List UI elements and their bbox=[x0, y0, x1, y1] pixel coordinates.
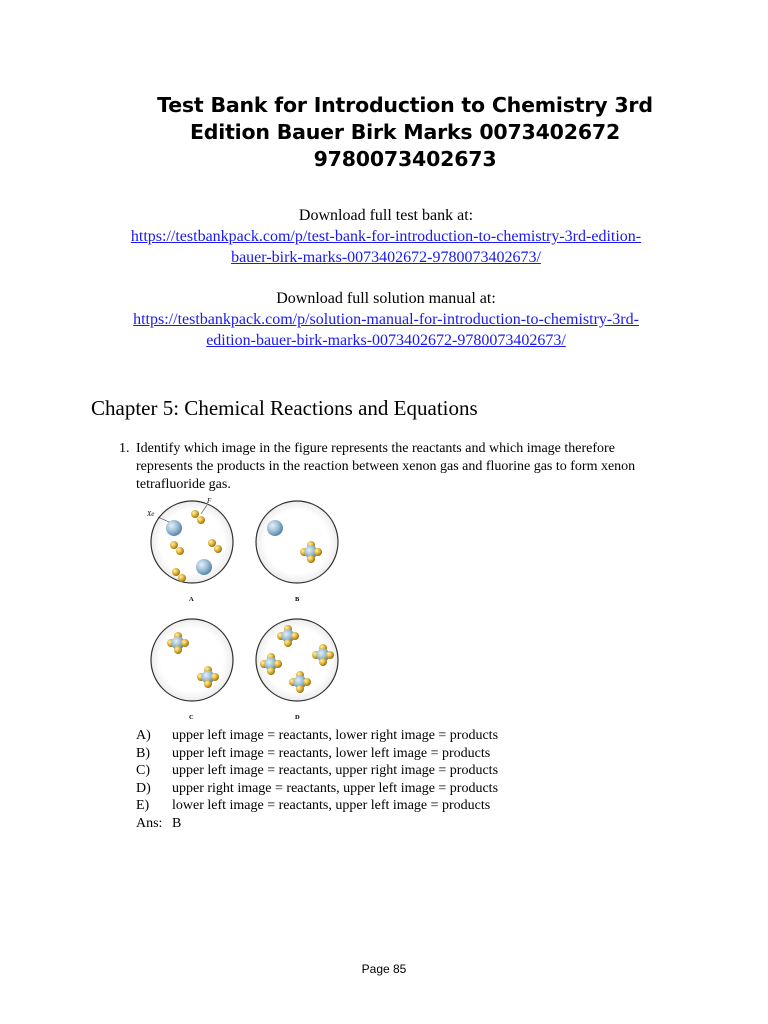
answer-label: Ans: bbox=[136, 815, 163, 831]
molecule-figure bbox=[140, 495, 350, 725]
option-letter: A) bbox=[136, 728, 151, 743]
answer-options bbox=[136, 727, 498, 832]
option-letter: B) bbox=[136, 745, 150, 761]
solution-manual-link-line-1[interactable]: https://testbankpack.com/p/solution-manual-for-introduction-to-chemistry-3rd- bbox=[133, 311, 639, 328]
f-label: F bbox=[207, 497, 212, 505]
question-number: 1. bbox=[119, 441, 130, 456]
page-number: Page 85 bbox=[361, 962, 407, 976]
chapter-heading: Chapter 5: Chemical Reactions and Equations bbox=[91, 396, 478, 420]
option-text: upper left image = reactants, lower left image = products bbox=[172, 745, 491, 761]
option-e bbox=[136, 797, 498, 815]
option-letter: C) bbox=[136, 763, 150, 778]
option-letter: E) bbox=[136, 798, 150, 813]
test-bank-download-section bbox=[80, 205, 692, 268]
answer-value: B bbox=[172, 815, 182, 831]
option-d bbox=[136, 780, 498, 798]
panel-a bbox=[146, 497, 233, 603]
option-c bbox=[136, 762, 498, 780]
question-text: Identify which image in the figure represents the reactants and which image therefore represents the products in the reaction between xenon gas and fluorine gas to form xenon tetrafluoride gas. bbox=[136, 441, 636, 492]
option-a bbox=[136, 727, 498, 745]
option-b bbox=[136, 745, 498, 763]
option-letter: D) bbox=[136, 780, 151, 796]
solution-manual-download-section bbox=[80, 288, 692, 351]
xe-label: Xe bbox=[147, 510, 155, 518]
panel-d-label: D bbox=[295, 714, 300, 721]
document-title: Test Bank for Introduction to Chemistry 3rd Edition Bauer Birk Marks 0073402672 9780073402673 bbox=[157, 93, 653, 171]
option-text: upper left image = reactants, lower right image = products bbox=[172, 728, 499, 743]
option-text: upper left image = reactants, upper right image = products bbox=[172, 763, 499, 778]
panel-c bbox=[151, 619, 233, 721]
panel-a-label: A bbox=[189, 596, 194, 603]
question-1 bbox=[113, 440, 673, 494]
answer-row bbox=[136, 815, 498, 833]
panel-b bbox=[256, 501, 338, 603]
option-text: lower left image = reactants, upper left image = products bbox=[172, 798, 491, 813]
panel-d bbox=[256, 619, 338, 721]
solution-manual-link-line-2[interactable]: edition-bauer-birk-marks-0073402672-9780073402673/ bbox=[206, 332, 566, 349]
panel-c-label: C bbox=[189, 714, 194, 721]
panel-b-label: B bbox=[295, 596, 300, 603]
test-bank-link-line-1[interactable]: https://testbankpack.com/p/test-bank-for-introduction-to-chemistry-3rd-edition- bbox=[130, 228, 642, 245]
test-bank-link-line-2[interactable]: bauer-birk-marks-0073402672-9780073402673/ bbox=[231, 249, 541, 266]
test-bank-download-label: Download full test bank at: bbox=[298, 207, 474, 224]
option-text: upper right image = reactants, upper left image = products bbox=[172, 780, 499, 796]
solution-manual-download-label: Download full solution manual at: bbox=[276, 290, 496, 307]
